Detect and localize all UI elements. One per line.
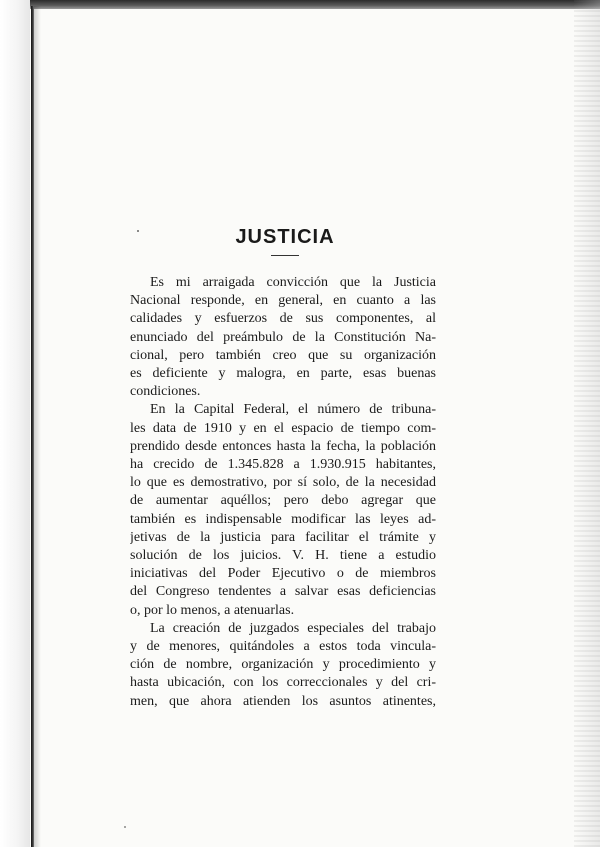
text-line: jetivas de la justicia para facilitar el trámite y <box>130 529 436 545</box>
text-line: también es indispensable modificar las leyes ad- <box>130 511 436 527</box>
paragraph <box>130 274 436 401</box>
section-title: JUSTICIA <box>235 226 335 248</box>
text-line: enunciado del preámbulo de la Constitución Na- <box>130 329 436 345</box>
text-line: solución de los juicios. V. H. tiene a estudio <box>130 548 436 564</box>
text-line: prendido desde entonces hasta la fecha, la población <box>130 438 436 454</box>
text-line: les data de 1910 y en el espacio de tiempo com- <box>130 420 436 436</box>
paragraph <box>130 401 436 619</box>
text-line: Es mi arraigada convicción que la Justicia <box>150 275 436 290</box>
text-line: del Congreso tendentes a salvar esas deficiencias <box>130 584 436 600</box>
text-line: cional, pero también creo que su organización <box>130 347 436 363</box>
text-line: ción de nombre, organización y procedimiento y <box>130 657 436 673</box>
text-line: La creación de juzgados especiales del trabajo <box>150 620 436 636</box>
paragraph <box>130 620 436 711</box>
title-rule <box>271 255 299 256</box>
text-line: ha crecido de 1.345.828 a 1.930.915 habitantes, <box>130 457 436 473</box>
text-line: hasta ubicación, con los correccionales y del cri- <box>130 675 436 691</box>
page-left-margin <box>0 0 30 847</box>
text-line: iniciativas del Poder Ejecutivo o de miembros <box>130 566 436 582</box>
text-line: calidades y esfuerzos de sus componentes, al <box>130 311 436 327</box>
text-line: condiciones. <box>130 384 201 400</box>
text-line: o, por lo menos, a atenuarlas. <box>130 602 295 618</box>
gutter-shadow <box>34 6 41 847</box>
page-top-border <box>0 0 600 9</box>
text-line: men, que ahora atienden los asuntos atinentes, <box>130 693 436 709</box>
text-line: y de menores, quitándoles a estos toda vincula- <box>130 639 436 655</box>
speck <box>124 826 126 828</box>
text-block <box>130 222 436 711</box>
text-line: lo que es demostrativo, por sí solo, de la necesidad <box>130 475 436 491</box>
text-line: de aumentar aquéllos; pero debo agregar que <box>130 493 436 509</box>
text-line: En la Capital Federal, el número de tribuna- <box>150 402 436 418</box>
text-line: Nacional responde, en general, en cuanto a las <box>130 293 436 309</box>
page-right-edge <box>574 0 600 847</box>
text-line: es deficiente y malogra, en parte, esas buenas <box>130 366 436 382</box>
